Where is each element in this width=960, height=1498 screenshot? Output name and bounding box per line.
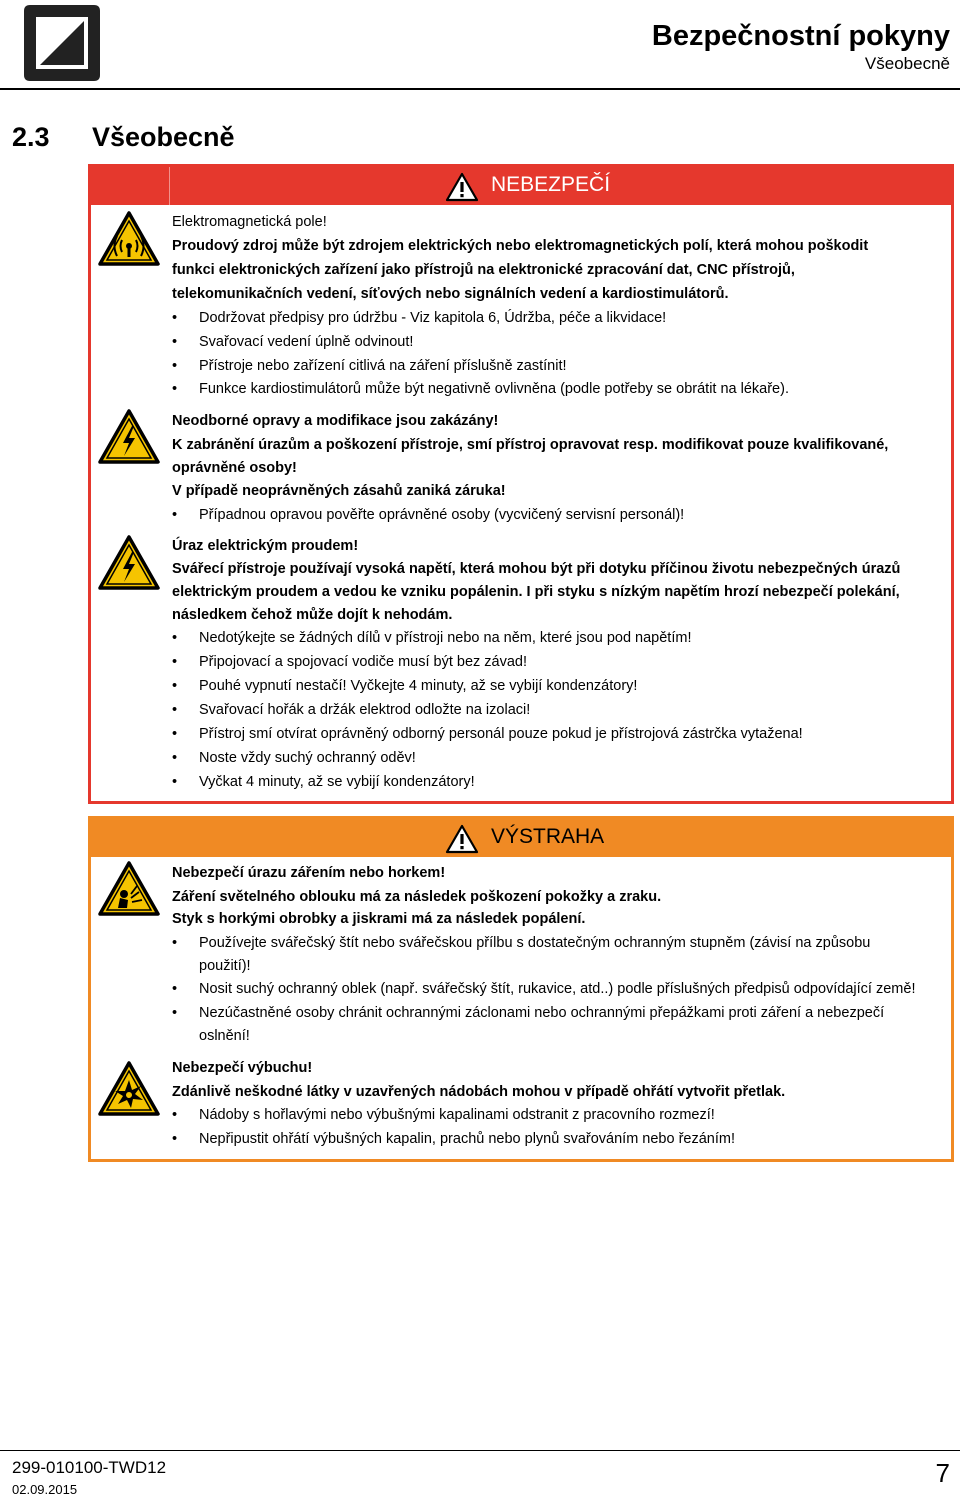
danger-b3-bullet-6: • Noste vždy suchý ochranný oděv! (172, 747, 950, 771)
footer-date: 02.09.2015 (12, 1482, 78, 1497)
header-subtitle: Všeobecně (864, 54, 950, 73)
footer-doc-code: 299-010100-TWD12 (12, 1458, 167, 1477)
danger-b3-bullet-4: • Svařovací hořák a držák elektrod odložte na izolaci! (172, 699, 950, 723)
bar-divider (169, 167, 170, 205)
warning-b1-bullet-2: • Nosit suchý ochranný oblek (např. svářečský štít, rukavice, atd..) podle příslušných předpisů odpovídající země! (172, 978, 950, 1002)
footer-divider (0, 1450, 960, 1451)
warning-b1-bullet-1-cont: použití)! (199, 958, 251, 974)
danger-b1-line-1: Elektromagnetická pole! (172, 214, 327, 230)
page-number: 7 (935, 1458, 950, 1488)
warning-b2-bullet-1: • Nádoby s hořlavými nebo výbušnými kapalinami odstranit z pracovního rozmezí! (172, 1104, 950, 1128)
danger-b3-bullet-2: • Připojovací a spojovací vodiče musí být bez závad! (172, 651, 950, 675)
warning-b2-bullet-2: • Nepřipustit ohřátí výbušných kapalin, prachů nebo plynů svařováním nebo řezáním! (172, 1128, 950, 1152)
warning-b1-line-2: Záření světelného oblouku má za následek poškození pokožky a zraku. (172, 889, 662, 905)
warning-b2-line-2: Zdánlivě neškodné látky v uzavřených nádobách mohou v případě ohřátí vytvořit přetlak. (172, 1084, 786, 1100)
section-title: Všeobecně (92, 122, 235, 152)
warning-b1-line-3: Styk s horkými obrobky a jiskrami má za následek popálení. (172, 911, 586, 927)
danger-b3-line-2: Svářecí přístroje používají vysoká napětí, která mohou být při dotyku příčinou životu nebezpečných úrazů (172, 561, 901, 577)
danger-b2-line-4: V případě neoprávněných zásahů zaniká záruka! (172, 483, 506, 499)
warning-b1-bullet-3-cont: oslnění! (199, 1028, 250, 1044)
high-voltage-warning-icon (97, 408, 161, 466)
danger-b1-bullet-1: • Dodržovat předpisy pro údržbu - Viz kapitola 6, Údržba, péče a likvidace! (172, 307, 950, 331)
company-logo (22, 3, 102, 83)
danger-b3-bullet-7: • Vyčkat 4 minuty, až se vybijí kondenzátory! (172, 771, 950, 795)
electromagnetic-field-warning-icon (97, 210, 161, 268)
header-title: Bezpečnostní pokyny (651, 20, 950, 52)
arc-radiation-warning-icon (97, 860, 161, 918)
header-divider (0, 88, 960, 90)
danger-b1-line-2: Proudový zdroj může být zdrojem elektrických nebo elektromagnetických polí, která mohou poškodit (172, 238, 869, 254)
warning-b1-bullet-3: • Nezúčastněné osoby chránit ochrannými záclonami nebo ochrannými přepážkami proti záření a nebezpečí (172, 1002, 950, 1026)
warning-b1-bullet-1: • Používejte svářečský štít nebo svářečskou přílbu s dostatečným ochranným stupněm (závisí na způsobu (172, 932, 950, 956)
danger-header-bar (91, 167, 951, 205)
danger-b3-line-1: Úraz elektrickým proudem! (172, 538, 359, 554)
danger-b1-bullet-4: • Funkce kardiostimulátorů může být negativně ovlivněna (podle potřeby se obrátit na lékaře). (172, 378, 950, 402)
warning-b2-line-1: Nebezpečí výbuchu! (172, 1060, 313, 1076)
warning-triangle-icon (445, 172, 479, 202)
danger-label: NEBEZPEČÍ (491, 173, 611, 196)
electric-shock-warning-icon (97, 534, 161, 592)
danger-b3-bullet-5: • Přístroj smí otvírat oprávněný odborný personál pouze pokud je přístrojová zástrčka vytažena! (172, 723, 950, 747)
danger-b2-line-1: Neodborné opravy a modifikace jsou zakázány! (172, 413, 499, 429)
warning-label: VÝSTRAHA (491, 825, 605, 848)
danger-b2-line-3: oprávněné osoby! (172, 460, 297, 476)
danger-b3-bullet-1: • Nedotýkejte se žádných dílů v přístroji nebo na něm, které jsou pod napětím! (172, 627, 950, 651)
danger-b1-line-4: telekomunikačních vedení, síťových nebo signálních vedení a kardiostimulátorů. (172, 286, 729, 302)
warning-b1-line-1: Nebezpečí úrazu zářením nebo horkem! (172, 865, 446, 881)
warning-triangle-icon (445, 824, 479, 854)
danger-b1-line-3: funkci elektronických zařízení jako přístrojů na elektronické zpracování dat, CNC přístrojů, (172, 262, 795, 278)
danger-b3-bullet-3: • Pouhé vypnutí nestačí! Vyčkejte 4 minuty, až se vybijí kondenzátory! (172, 675, 950, 699)
danger-b3-line-3: elektrickým proudem a vedou ke vzniku popálenin. I při styku s nízkým napětím hrozí nebezpečí polekání, (172, 584, 900, 600)
danger-b1-bullet-2: • Svařovací vedení úplně odvinout! (172, 331, 950, 355)
warning-header-bar (91, 819, 951, 857)
danger-b1-bullet-3: • Přístroje nebo zařízení citlivá na záření příslušně zastínit! (172, 355, 950, 379)
danger-b2-bullet-1: • Případnou opravou pověřte oprávněné osoby (vycvičený servisní personál)! (172, 504, 950, 528)
danger-b2-line-2: K zabránění úrazům a poškození přístroje, smí přístroj opravovat resp. modifikovat pouze kvalifikované, (172, 437, 889, 453)
danger-b3-line-4: následkem čehož může dojít k nehodám. (172, 607, 453, 623)
explosion-warning-icon (97, 1060, 161, 1118)
section-number: 2.3 (12, 122, 50, 152)
